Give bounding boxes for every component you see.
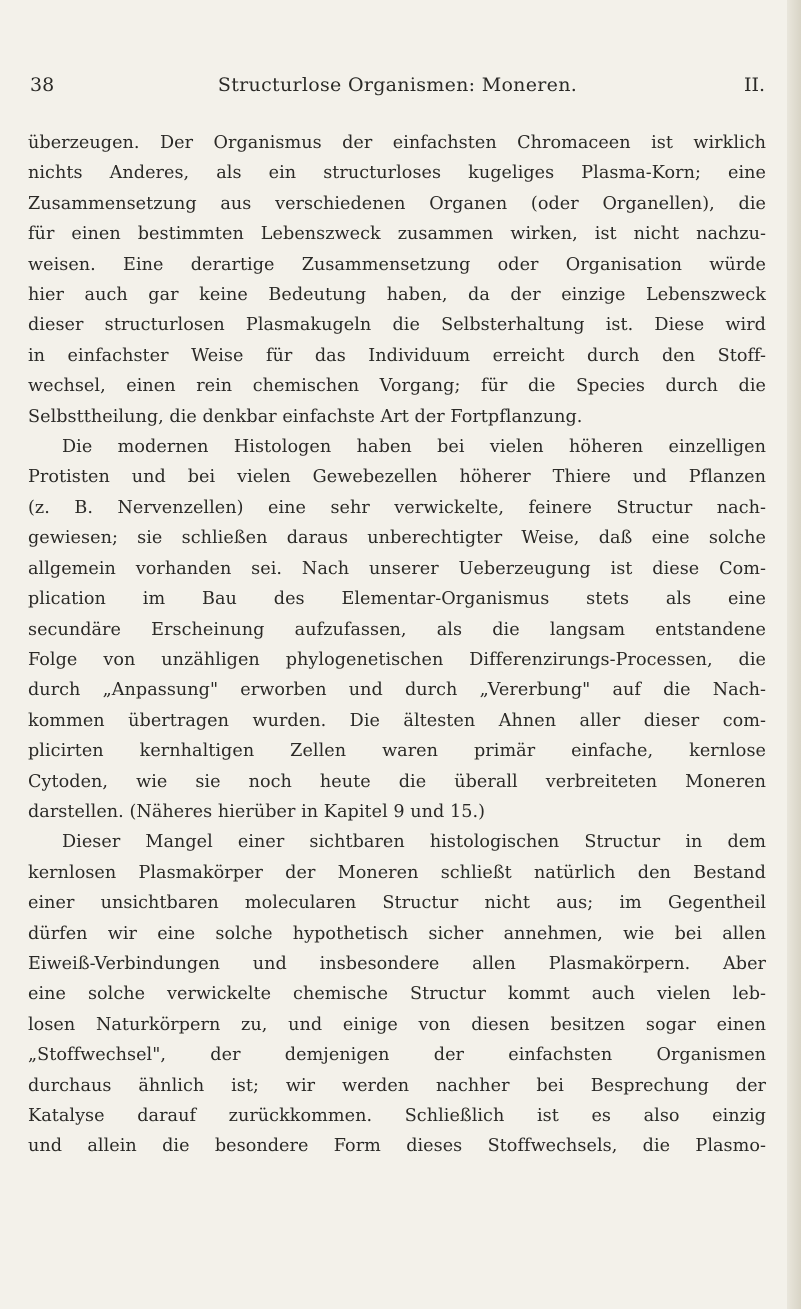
text-line: für einen bestimmten Lebenszweck zusammen wirken, ist nicht nachzu- [28, 224, 766, 245]
text-line: überzeugen. Der Organismus der einfachsten Chromaceen ist wirklich [28, 133, 766, 153]
text-line: Zusammensetzung aus verschiedenen Organen (oder Organellen), die [28, 193, 766, 214]
text-line: dieser structurlosen Plasmakugeln die Selbsterhaltung ist. Diese wird [28, 315, 766, 336]
section-number: II. [743, 74, 765, 96]
text-line: Protisten und bei vielen Gewebezellen höherer Thiere und Pflanzen [28, 467, 766, 488]
text-line: kernlosen Plasmakörper der Moneren schließt natürlich den Bestand [28, 862, 766, 883]
text-line: allgemein vorhanden sei. Nach unserer Ueberzeugung ist diese Com- [28, 558, 766, 579]
paragraph [28, 432, 766, 827]
text-line: secundäre Erscheinung aufzufassen, als die langsam entstandene [28, 619, 766, 640]
paragraph [28, 827, 766, 1161]
text-line: darstellen. (Näheres hierüber in Kapitel 9 und 15.) [28, 801, 486, 822]
text-line: losen Naturkörpern zu, und einige von diesen besitzen sogar einen [28, 1014, 766, 1035]
text-line: durch „Anpassung" erworben und durch „Vererbung" auf die Nach- [28, 680, 766, 701]
page-body [28, 128, 766, 1162]
text-line: gewiesen; sie schließen daraus unberechtigter Weise, daß eine solche [28, 528, 766, 549]
text-line: dürfen wir eine solche hypothetisch sicher annehmen, wie bei allen [28, 923, 766, 944]
running-title: Structurlose Organismen: Moneren. [217, 74, 578, 96]
text-line: plicirten kernhaltigen Zellen waren primär einfache, kernlose [28, 741, 766, 762]
text-line: Katalyse darauf zurückkommen. Schließlich ist es also einzig [28, 1106, 766, 1126]
text-line: nichts Anderes, als ein structurloses kugeliges Plasma-Korn; eine [28, 163, 766, 184]
text-line: eine solche verwickelte chemische Structur kommt auch vielen leb- [28, 984, 766, 1005]
page-edge-shadow [787, 0, 801, 1309]
text-line: und allein die besondere Form dieses Stoffwechsels, die Plasmo- [28, 1136, 766, 1157]
text-line: durchaus ähnlich ist; wir werden nachher bei Besprechung der [28, 1075, 766, 1096]
text-line: wechsel, einen rein chemischen Vorgang; für die Species durch die [28, 376, 766, 397]
text-line: „Stoffwechsel", der demjenigen der einfachsten Organismen [28, 1045, 766, 1066]
text-line: einer unsichtbaren molecularen Structur nicht aus; im Gegentheil [28, 893, 766, 914]
text-line: weisen. Eine derartige Zusammensetzung oder Organisation würde [28, 254, 766, 275]
text-line: Selbsttheilung, die denkbar einfachste Art der Fortpflanzung. [28, 406, 583, 427]
text-line: Folge von unzähligen phylogenetischen Differenzirungs-Processen, die [28, 649, 766, 670]
text-line: kommen übertragen wurden. Die ältesten Ahnen aller dieser com- [28, 710, 766, 731]
text-line: hier auch gar keine Bedeutung haben, da der einzige Lebenszweck [28, 285, 766, 306]
text-line: Eiweiß-Verbindungen und insbesondere allen Plasmakörpern. Aber [28, 953, 766, 974]
text-line: Die modernen Histologen haben bei vielen höheren einzelligen [62, 437, 766, 458]
text-line: in einfachster Weise für das Individuum erreicht durch den Stoff- [28, 345, 766, 366]
page-header [30, 74, 765, 104]
text-line: Cytoden, wie sie noch heute die überall verbreiteten Moneren [28, 771, 766, 792]
text-line: Dieser Mangel einer sichtbaren histologischen Structur in dem [62, 832, 766, 853]
paragraph [28, 128, 766, 432]
text-line: (z. B. Nervenzellen) eine sehr verwickelte, feinere Structur nach- [28, 497, 766, 518]
text-line: plication im Bau des Elementar-Organismus stets als eine [28, 589, 766, 610]
page-number: 38 [30, 74, 55, 96]
